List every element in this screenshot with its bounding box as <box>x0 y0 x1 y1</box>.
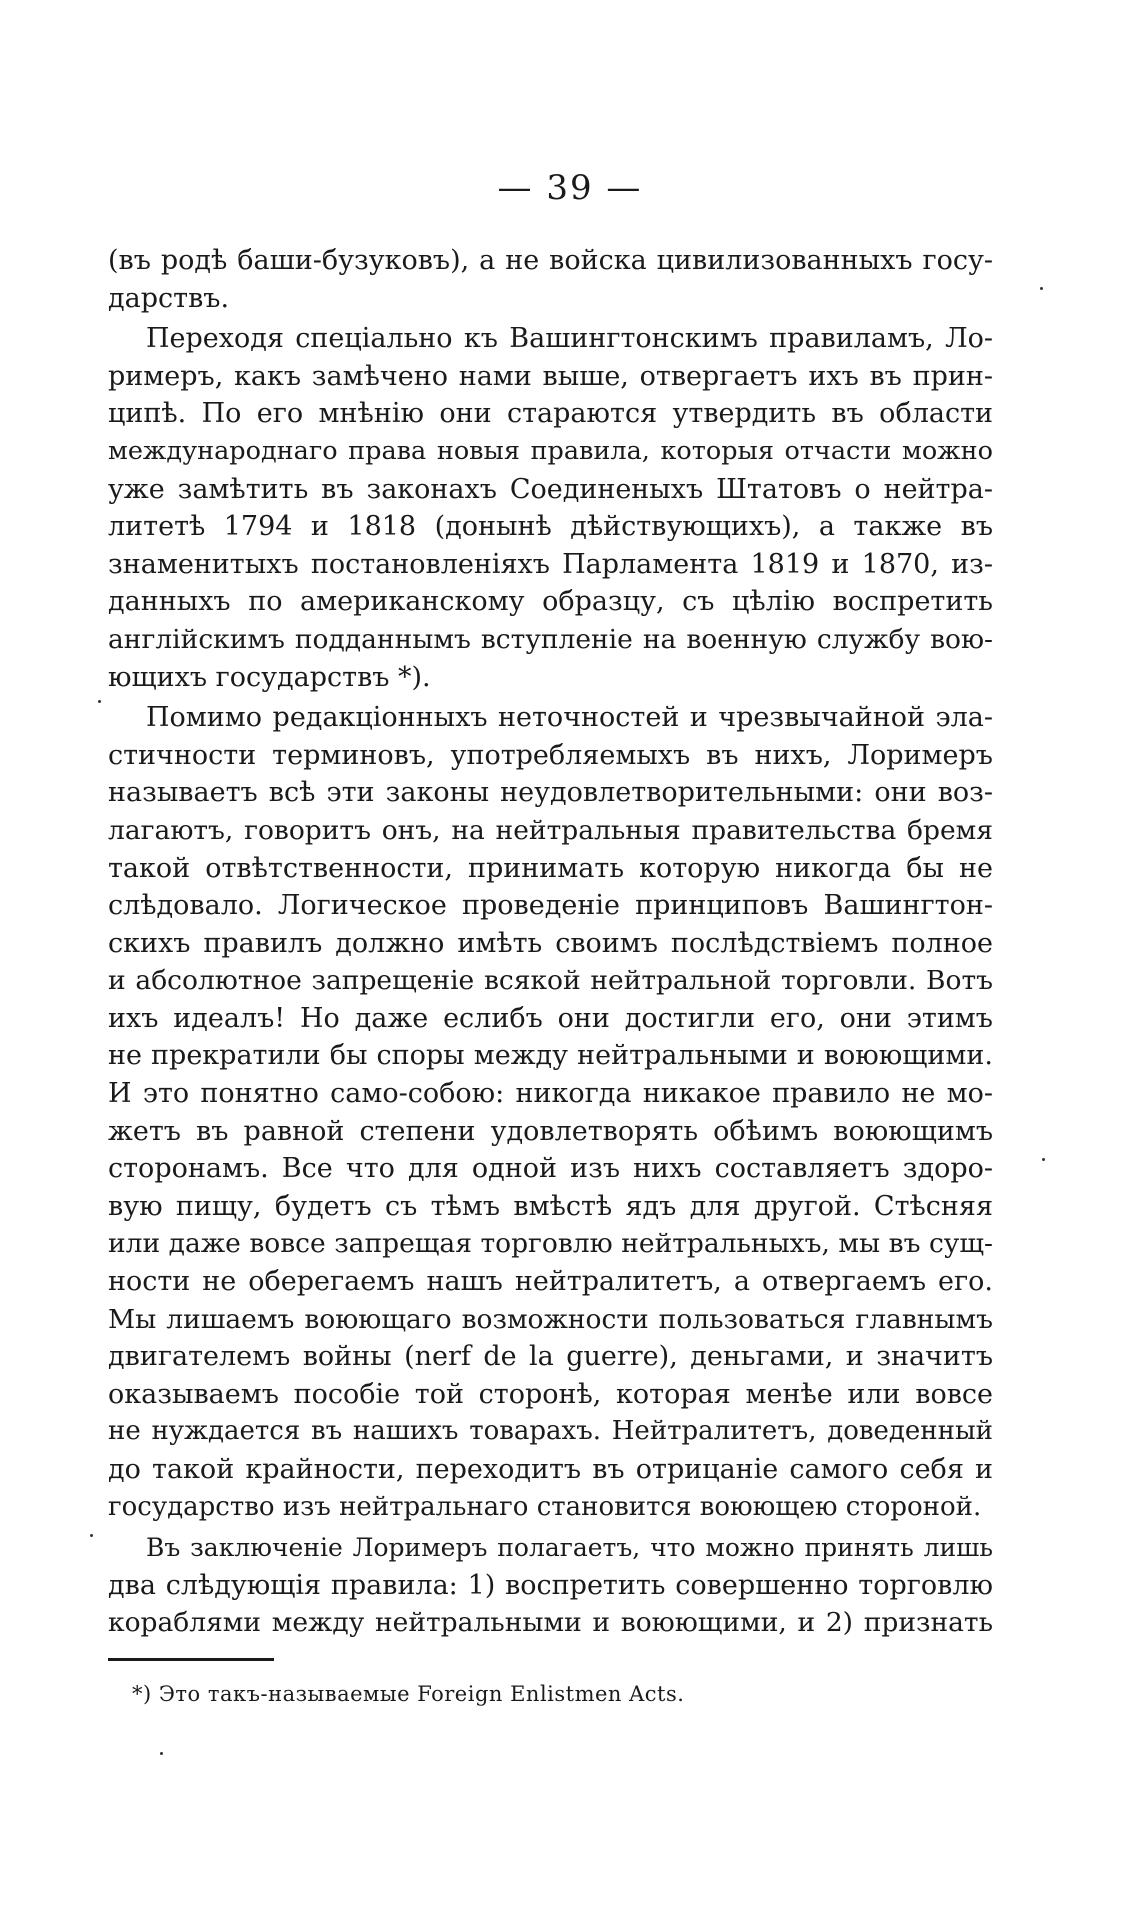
text-line: международнаго права новыя правила, которыя отчасти можно <box>108 435 993 466</box>
text-line: не прекратили бы споры между нейтральными и воюющими. <box>108 1040 993 1072</box>
paragraph-start-line: Переходя спеціально къ Вашингтонскимъ правиламъ, Ло- <box>146 323 993 355</box>
text-line: уже замѣтить въ законахъ Соединеныхъ Штатовъ о нейтра- <box>108 473 993 505</box>
text-line: Мы лишаемъ воюющаго возможности пользоваться главнымъ <box>108 1303 993 1335</box>
scan-speck <box>160 1752 163 1755</box>
text-line: называетъ всѣ эти законы неудовлетворительными: они воз- <box>108 777 993 809</box>
text-line: государство изъ нейтральнаго становится воюющею стороной. <box>108 1491 982 1522</box>
text-line: кораблями между нейтральными и воюющими, и 2) признать <box>108 1607 993 1639</box>
text-line: ихъ идеалъ! Но даже еслибъ они достигли его, они этимъ <box>108 1002 993 1034</box>
text-line: жетъ въ равной степени удовлетворять обѣимъ воюющимъ <box>108 1115 993 1147</box>
paragraph-start-line: Помимо редакціонныхъ неточностей и чрезвычайной эла- <box>146 702 993 734</box>
text-line: ности не оберегаемъ нашъ нейтралитетъ, а отвергаемъ его. <box>108 1266 993 1298</box>
text-line: римеръ, какъ замѣчено нами выше, отвергаетъ ихъ въ прин- <box>108 360 993 392</box>
text-line: сторонамъ. Все что для одной изъ нихъ составляетъ здоро- <box>108 1153 993 1185</box>
text-line: вую пищу, будетъ съ тѣмъ вмѣстѣ ядъ для другой. Стѣсняя <box>108 1190 993 1222</box>
page-number: — 39 — <box>497 168 643 208</box>
text-line: или даже вовсе запрещая торговлю нейтральныхъ, мы въ сущ- <box>108 1228 993 1260</box>
text-line: до такой крайности, переходитъ въ отрицаніе самого себя и <box>108 1454 993 1485</box>
scan-speck <box>90 1534 93 1537</box>
body-text <box>108 242 993 1642</box>
text-line: двигателемъ войны (nerf de la guerre), деньгами, и значитъ <box>108 1341 993 1373</box>
text-line: лагаютъ, говоритъ онъ, на нейтральныя правительства бремя <box>108 814 993 846</box>
scan-speck <box>1042 1158 1045 1161</box>
text-line: скихъ правилъ должно имѣть своимъ послѣдствіемъ полное <box>108 927 993 959</box>
paragraph-start-line: Въ заключеніе Лоримеръ полагаетъ, что можно принять лишь <box>146 1533 993 1563</box>
scan-speck <box>98 700 101 703</box>
text-line: такой отвѣтственности, принимать которую никогда бы не <box>108 852 993 884</box>
text-line: литетѣ 1794 и 1818 (донынѣ дѣйствующихъ), а также въ <box>108 511 993 543</box>
text-line: И это понятно само-собою: никогда никакое правило не мо- <box>108 1078 993 1110</box>
text-line: стичности терминовъ, употребляемыхъ въ нихъ, Лоримеръ <box>108 739 993 771</box>
text-line: дарствъ. <box>108 282 230 314</box>
text-line: оказываемъ пособіе той сторонѣ, которая менѣе или вовсе <box>108 1378 993 1410</box>
text-line: не нуждается въ нашихъ товарахъ. Нейтралитетъ, доведенный <box>108 1416 993 1447</box>
text-line: данныхъ по американскому образцу, съ цѣлію воспретить <box>108 586 993 618</box>
text-line: ющихъ государствъ *). <box>108 661 431 693</box>
text-line: два слѣдующія правила: 1) воспретить совершенно торговлю <box>108 1569 993 1601</box>
text-line: ципѣ. По его мнѣнію они стараются утвердить въ области <box>108 398 993 430</box>
footnote-divider <box>108 1658 274 1661</box>
footnote: *) Это такъ-называемые Foreign Enlistmen Acts. <box>132 1682 685 1706</box>
scan-speck <box>1040 287 1043 290</box>
text-line: знаменитыхъ постановленіяхъ Парламента 1819 и 1870, из- <box>108 548 993 580</box>
text-line: и абсолютное запрещеніе всякой нейтральной торговли. Вотъ <box>108 965 993 997</box>
text-line: англійскимъ подданнымъ вступленіе на военную службу вою- <box>108 623 993 655</box>
text-line: слѣдовало. Логическое проведеніе принциповъ Вашингтон- <box>108 890 993 922</box>
text-line: (въ родѣ баши-бузуковъ), а не войска цивилизованныхъ госу- <box>108 245 993 276</box>
